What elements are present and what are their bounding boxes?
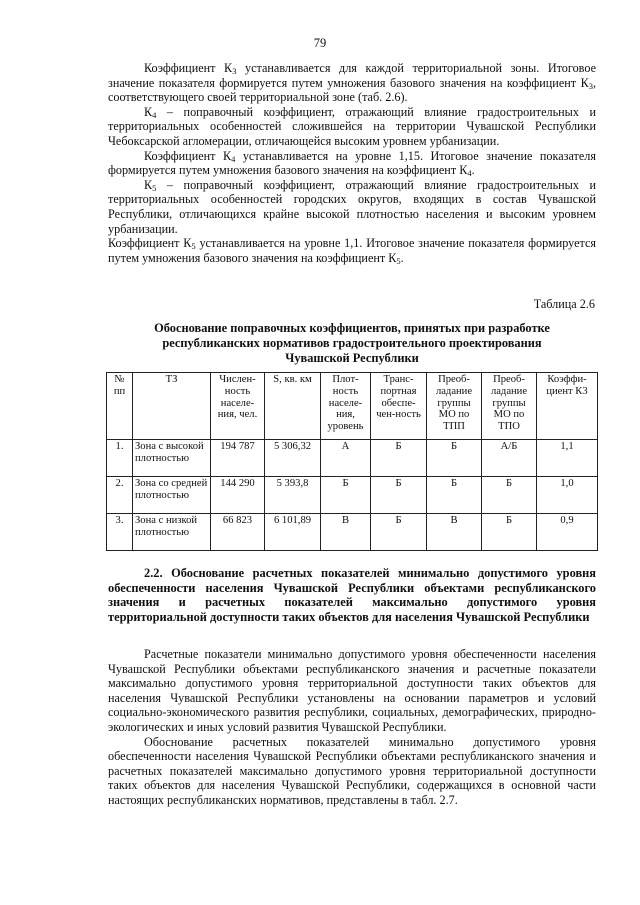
- cell-tpp: Б: [427, 440, 482, 477]
- table-header-row: [107, 373, 598, 440]
- cell-coefficient: 1,1: [537, 440, 598, 477]
- table-title-line: Чувашской Республики: [285, 350, 419, 365]
- cell-transport: Б: [371, 440, 427, 477]
- cell-population: 194 787: [211, 440, 265, 477]
- cell-density: Б: [321, 477, 371, 514]
- header-number: № пп: [107, 373, 133, 440]
- header-area: S, кв. км: [265, 373, 321, 440]
- cell-coefficient: 1,0: [537, 477, 598, 514]
- table-label: Таблица 2.6: [533, 297, 595, 311]
- intro-text-block: [108, 61, 596, 265]
- table-title: [108, 321, 596, 365]
- table-row: [107, 440, 598, 477]
- cell-population: 144 290: [211, 477, 265, 514]
- paragraph-k3-setting: Коэффициент $К_3$ устанавливается для каждой территориальной зоны. Итоговое значение показателя формируется путем умножения базового значения на коэффициент $К_3$, соответствующего своей территориальной зоне (таб. 2.6).: [108, 61, 596, 105]
- coefficients-table: [106, 372, 598, 551]
- cell-density: В: [321, 514, 371, 551]
- cell-tpo: А/Б: [482, 440, 537, 477]
- cell-tpo: Б: [482, 477, 537, 514]
- cell-zone: Зона с низкой плотностью: [133, 514, 211, 551]
- cell-zone: Зона с высокой плотностью: [133, 440, 211, 477]
- paragraph-k5-setting: Коэффициент $К_5$ устанавливается на уровне 1,1. Итоговое значение показателя формируется путем умножения базового значения на коэффициент $К_5$.: [108, 236, 597, 266]
- cell-coefficient: 0,9: [537, 514, 598, 551]
- cell-tpp: В: [427, 514, 482, 551]
- table-title-line: Обоснование поправочных коэффициентов, принятых при разработке: [154, 321, 550, 335]
- header-tpp: Преоб-ладание группы МО по ТПП: [427, 373, 482, 440]
- cell-zone: Зона со средней плотностью: [133, 477, 211, 514]
- cell-number: 2.: [107, 477, 133, 514]
- cell-tpp: Б: [427, 477, 482, 514]
- header-transport: Транс-портная обеспе-чен-ность: [371, 373, 427, 440]
- table-title-line: республиканских нормативов градостроительного проектирования: [162, 335, 542, 350]
- cell-area: 5 306,32: [265, 440, 321, 477]
- table-row: [107, 514, 598, 551]
- cell-transport: Б: [371, 514, 427, 551]
- paragraph-k4-setting: Коэффициент $К_4$ устанавливается на уровне 1,15. Итоговое значение показателя формируется путем умножения базового значения на коэффициент $К_4$.: [108, 148, 596, 179]
- header-coefficient: Коэффи-циент К3: [537, 373, 598, 440]
- table-row: [107, 477, 598, 514]
- cell-tpo: Б: [482, 514, 537, 551]
- closing-text-block: [108, 647, 596, 808]
- section-heading: 2.2. Обоснование расчетных показателей минимально допустимого уровня обеспеченности населения Чувашской Республики объектами республиканского значения и расчетных показателей максимально допустимого уровня территориальной доступности таких объектов для населения Чувашской Республики: [108, 566, 596, 624]
- cell-density: А: [321, 440, 371, 477]
- cell-area: 6 101,89: [265, 514, 321, 551]
- cell-transport: Б: [371, 477, 427, 514]
- cell-area: 5 393,8: [265, 477, 321, 514]
- header-density: Плот-ность населе-ния, уровень: [321, 373, 371, 440]
- cell-number: 1.: [107, 440, 133, 477]
- cell-number: 3.: [107, 514, 133, 551]
- paragraph-k5-definition: $К_5$ – поправочный коэффициент, отражающий влияние градостроительных и территориальных особенностей городских округов, входящих в состав Чувашской Республики, отличающихся крайне высокой плотностью населения и высоким уровнем урбанизации.: [108, 177, 596, 236]
- paragraph-k4-definition: $К_4$ – поправочный коэффициент, отражающий влияние градостроительных и территориальных особенностей сложившейся на территории Чувашской Республики Чебоксарской агломерации, отличающейся высоким уровнем урбанизации.: [108, 104, 596, 148]
- header-zone: ТЗ: [133, 373, 211, 440]
- header-population: Числен-ность населе-ния, чел.: [211, 373, 265, 440]
- cell-population: 66 823: [211, 514, 265, 551]
- paragraph-indicators-justification: Обоснование расчетных показателей минимально допустимого уровня обеспеченности населения Чувашской Республики объектами республиканского значения и расчетных показателей максимально допустимого уровня территориальной доступности таких объектов для населения Чувашской Республики, содержащихся в основной части настоящих республиканских нормативов, представлены в табл. 2.7.: [108, 734, 596, 807]
- header-tpo: Преоб-ладание группы МО по ТПО: [482, 373, 537, 440]
- page-number: 79: [313, 36, 327, 50]
- paragraph-indicators-basis: Расчетные показатели минимально допустимого уровня обеспеченности населения Чувашской Республики объектами республиканского значения и расчетные показатели максимально допустимого уровня территориальной доступности таких объектов для населения Чувашской Республики установлены на основании параметров и условий социально-экономического развития республики, социальных, демографических, природно-экологических и иных условий развития Чувашской Республики.: [108, 647, 596, 734]
